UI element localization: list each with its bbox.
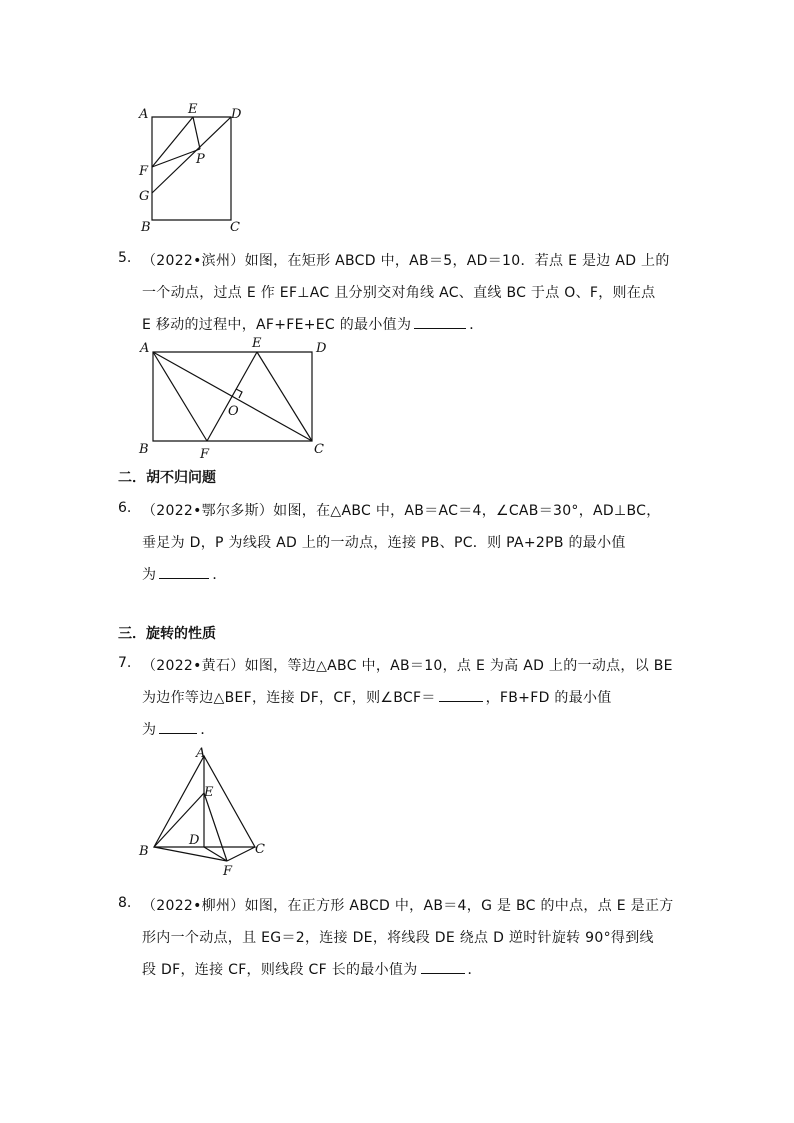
answer-blank-q6[interactable] <box>159 564 209 579</box>
q6-line-3 <box>142 564 227 584</box>
answer-blank-q8[interactable] <box>421 959 465 974</box>
answer-blank-q5[interactable] <box>414 314 466 329</box>
label-g: G <box>139 189 150 204</box>
label-e: E <box>252 336 262 351</box>
q7-line-3-text: 为 <box>142 722 157 738</box>
label-d: D <box>316 341 327 356</box>
segment-gd <box>152 117 231 193</box>
q7-line-2-text-b: ，FB+FD 的最小值 <box>485 690 612 706</box>
label-d: D <box>189 833 200 848</box>
label-c: C <box>314 442 324 457</box>
answer-blank-q7-angle[interactable] <box>439 687 483 702</box>
q5-line-1: （2022•滨州）如图，在矩形 ABCD 中，AB＝5，AD＝10．若点 E 是边 AD 上的 <box>142 253 670 269</box>
answer-blank-q7-min[interactable] <box>159 719 197 734</box>
q8-line-3 <box>142 959 482 979</box>
segment-ef <box>207 352 257 441</box>
q5-line-2: 一个动点，过点 E 作 EF⊥AC 且分别交对角线 AC、直线 BC 于点 O、F，则在点 <box>142 285 656 301</box>
segment-ef <box>204 793 227 861</box>
segment-ec <box>257 352 312 441</box>
figure-3-triangle <box>132 745 277 880</box>
label-e: E <box>204 785 214 800</box>
q7-line-2-text-a: 为边作等边△BEF，连接 DF，CF，则∠BCF＝ <box>142 690 436 706</box>
segment-cf <box>227 847 255 861</box>
label-f: F <box>200 447 210 462</box>
label-a: A <box>196 746 206 761</box>
right-angle-mark <box>236 389 242 398</box>
label-b: B <box>139 844 149 859</box>
q7-line-2 <box>142 687 612 707</box>
rectangle-abcd <box>152 117 231 220</box>
section-3-heading: 三．旋转的性质 <box>118 626 216 642</box>
label-a: A <box>139 107 149 122</box>
q8-line-3-text: 段 DF，连接 CF，则线段 CF 长的最小值为 <box>142 962 418 978</box>
q8-line-3-end: ． <box>467 962 482 978</box>
label-c: C <box>255 842 265 857</box>
label-b: B <box>141 220 151 235</box>
q5-line-3-end: ． <box>469 317 484 333</box>
label-c: C <box>230 220 240 235</box>
q6-line-1: （2022•鄂尔多斯）如图，在△ABC 中，AB＝AC＝4，∠CAB＝30°，AD⊥BC， <box>142 503 661 519</box>
figure-1-rectangle <box>130 100 260 240</box>
label-b: B <box>139 442 149 457</box>
q7-line-3 <box>142 719 215 739</box>
label-f: F <box>139 164 149 179</box>
label-a: A <box>140 341 150 356</box>
section-2-heading: 二．胡不归问题 <box>118 470 216 486</box>
q7-line-3-end: ． <box>200 722 215 738</box>
q8-line-1: （2022•柳州）如图，在正方形 ABCD 中，AB＝4，G 是 BC 的中点，点 E 是正方 <box>142 898 674 914</box>
label-o: O <box>228 404 239 419</box>
q8-line-2: 形内一个动点，且 EG＝2，连接 DE，将线段 DE 绕点 D 逆时针旋转 90°得到线 <box>142 930 654 946</box>
q5-number: 5. <box>118 250 132 266</box>
label-p: P <box>196 152 205 167</box>
q7-number: 7. <box>118 655 132 671</box>
label-e: E <box>188 102 198 117</box>
q6-number: 6. <box>118 500 132 516</box>
figure-2-rectangle <box>132 336 337 464</box>
segment-af <box>153 352 207 441</box>
label-d: D <box>231 107 242 122</box>
q8-number: 8. <box>118 895 132 911</box>
q5-line-3 <box>142 314 484 334</box>
q6-line-3-end: ． <box>212 567 227 583</box>
q5-line-3-text: E 移动的过程中，AF+FE+EC 的最小值为 <box>142 317 412 333</box>
q6-line-3-text: 为 <box>142 567 157 583</box>
q7-line-1: （2022•黄石）如图，等边△ABC 中，AB＝10，点 E 为高 AD 上的一动点，以 BE <box>142 658 673 674</box>
segment-ep <box>193 117 200 149</box>
q6-line-2: 垂足为 D，P 为线段 AD 上的一动点，连接 PB、PC．则 PA+2PB 的最小值 <box>142 535 626 551</box>
label-f: F <box>223 864 233 879</box>
